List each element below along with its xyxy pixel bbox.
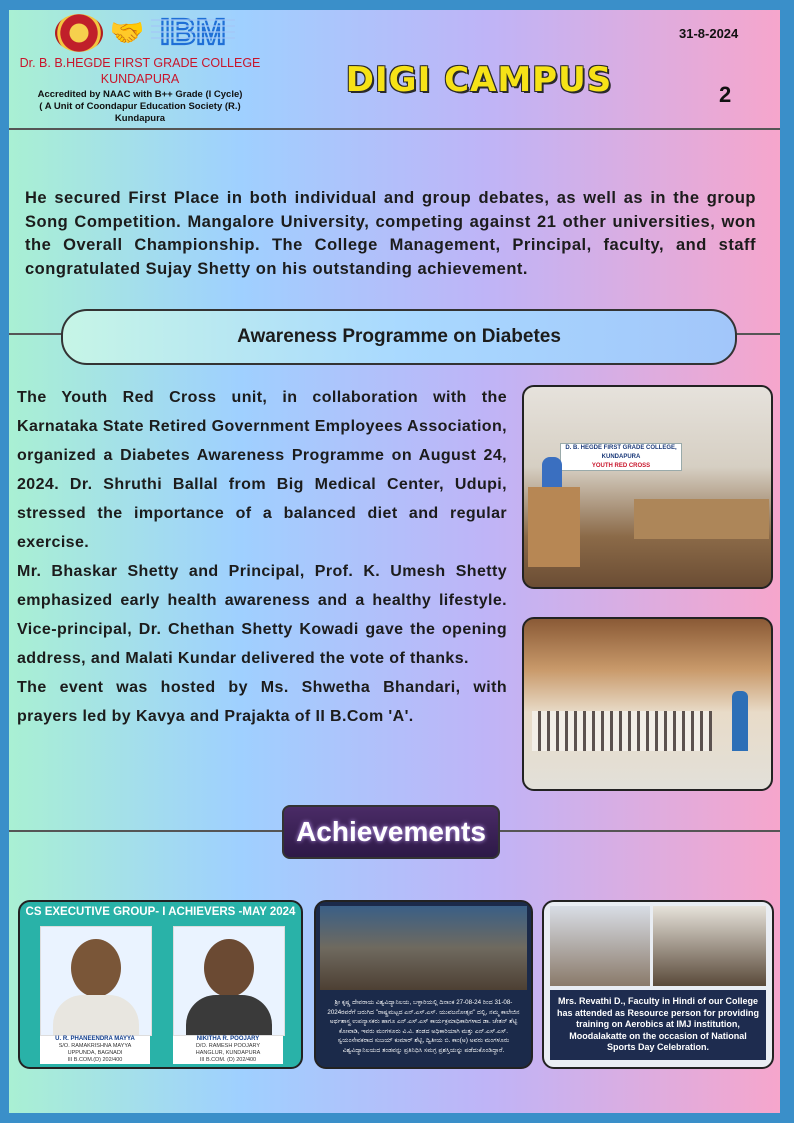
revathi-caption: Mrs. Revathi D., Faculty in Hindi of our College has attended as Resource person for providing training on Aerobics at IMJ institution, Moodalakatte on the occasion of National Sports Day Celebration.	[550, 990, 766, 1060]
diabetes-paragraph-1: The Youth Red Cross unit, in collaboration with the Karnataka State Retired Government Employees Association, organized a Diabetes Awareness Programme on August 24, 2024. Dr. Shruthi Ballal from Big Medical Center, Udupi, stressed the importance of a balanced diet and regular exercise.	[17, 389, 507, 551]
stage-banner-sub: YOUTH RED CROSS	[591, 463, 651, 469]
diabetes-paragraph-3: The event was hosted by Ms. Shwetha Bhandari, with prayers led by Kavya and Prajakta of II B.Com 'A'.	[17, 679, 507, 725]
unit-of-line: ( A Unit of Coondapur Education Society (R.)	[39, 101, 241, 112]
diabetes-section-heading: Awareness Programme on Diabetes	[61, 309, 737, 365]
achiever-photo-1	[40, 926, 152, 1036]
achiever-line3-1: III B.COM.(D) 202/400	[67, 1057, 123, 1063]
achiever-shirt-1	[53, 995, 139, 1035]
achiever-line1-1: S/O. RAMAKRISHNA MAYYA	[58, 1043, 132, 1049]
nss-achievement-text: ಶ್ರೀ ಕೃಷ್ಣ ದೇವರಾಯ ವಿಶ್ವವಿದ್ಯಾನಿಲಯ, ಬಳ್ಳಾರಿಯಲ್ಲಿ ದಿನಾಂಕ 27-08-24 ರಿಂದ 31-08-2024ರವರೆಗೆ ಜರುಗಿದ "ರಾಷ್ಟ್ರಮಟ್ಟದ ಎನ್.ಎಸ್.ಎಸ್. ಯುವಜನೋತ್ಸವ" ದಲ್ಲಿ, ನಮ್ಮ ಕಾಲೇಜಿನ ಅರ್ಥಶಾಸ್ತ್ರ ಉಪನ್ಯಾಸಕರು ಹಾಗೂ ಎನ್.ಎಸ್.ಎಸ್ ಕಾರ್ಯಕ್ರಮಾಧಿಕಾರಿಗಳಾದ ಡಾ. ಚೇತನ್ ಶೆಟ್ಟಿ ಕೋವಾಡಿ, ಇವರು ಮಂಗಳೂರು ವಿ.ವಿ. ತಂಡದ ಅಧಿಕಾರಿಯಾಗಿ ಮತ್ತು ಎನ್.ಎಸ್.ಎಸ್. ಸ್ವಯಂಸೇವಕರಾದ ಸುಜಯ್ ಕುಮಾರ್ ಶೆಟ್ಟಿ, ದ್ವಿತೀಯ ಬಿ. ಕಾಂ(ಅ) ಅವರು ಮಂಗಳೂರು ವಿಶ್ವವಿದ್ಯಾನಿಲಯದ ತಂಡವನ್ನು ಪ್ರತಿನಿಧಿಸಿ ಸಮಗ್ರ ಪ್ರಶಸ್ತಿಯನ್ನು ಪಡೆದುಕೊಂಡಿದ್ದಾರೆ.	[327, 999, 520, 1054]
accreditation-line: Accredited by NAAC with B++ Grade (I Cycle)	[37, 89, 243, 100]
svg-text:IBM: IBM	[160, 12, 226, 52]
diabetes-article	[17, 383, 507, 731]
dais-table	[634, 499, 769, 539]
achiever-face-1	[71, 939, 121, 997]
achiever-caption-1	[40, 1036, 150, 1064]
diabetes-event-stage-photo	[522, 385, 773, 589]
diabetes-paragraph-2: Mr. Bhaskar Shetty and Principal, Prof. K. Umesh Shetty emphasized early health awareness and a healthy lifestyle. Vice-principal, Dr. Chethan Shetty Kowadi gave the opening address, and Malati Kundar delivered the vote of thanks.	[17, 563, 507, 667]
college-seal-logo	[55, 14, 103, 52]
college-accreditation	[9, 89, 271, 125]
handshake-icon: 🤝	[109, 17, 145, 48]
achiever-dress-2	[186, 995, 272, 1035]
diabetes-event-audience-photo	[522, 617, 773, 791]
issue-date: 31-8-2024	[679, 26, 739, 41]
newsletter-page	[9, 10, 780, 1113]
cs-achievers-card	[18, 900, 303, 1069]
achiever-line3-2: III B.COM. (D) 202/400	[199, 1057, 257, 1063]
podium	[528, 487, 580, 567]
revathi-photo-2	[653, 906, 766, 986]
achiever-line2-2: HANGLUR, KUNDAPURA	[195, 1050, 261, 1056]
achiever-face-2	[204, 939, 254, 997]
nss-achievement-card	[314, 900, 533, 1069]
nss-group-photo	[320, 906, 527, 990]
achiever-caption-2	[173, 1036, 283, 1064]
revathi-photo-1	[550, 906, 650, 986]
college-place: KUNDAPURA	[100, 72, 180, 86]
intro-paragraph: He secured First Place in both individual and group debates, as well as in the group Song Competition. Mangalore University, competing against 21 other universities, won the Overall Championship. The College Management, Principal, faculty, and staff congratulated Sujay Shetty on his outstanding achievement.	[25, 189, 756, 278]
achievements-heading: Achievements	[282, 805, 500, 859]
cs-achievers-heading: CS EXECUTIVE GROUP- I ACHIEVERS -MAY 2024	[25, 906, 296, 918]
achievements-divider-right	[497, 830, 780, 832]
achiever-line2-1: UPPUNDA, BAGNADI	[67, 1050, 123, 1056]
stage-banner-text: D. B. HEGDE FIRST GRADE COLLEGE, KUNDAPURA	[565, 445, 677, 460]
college-name: Dr. B. B.HEGDE FIRST GRADE COLLEGE	[19, 56, 261, 70]
audience-rows	[532, 711, 712, 751]
ibm-logo	[147, 12, 239, 52]
header-divider	[9, 128, 780, 130]
achiever-name-2: NIKITHA R. POOJARY	[196, 1036, 260, 1042]
newsletter-title: DIGI CAMPUS	[345, 60, 613, 100]
achiever-name-1: U. R. PHANEENDRA MAYYA	[55, 1036, 135, 1042]
achiever-photo-2	[173, 926, 285, 1036]
achievements-divider-left	[9, 830, 282, 832]
page-number: 2	[719, 82, 732, 107]
stage-banner	[560, 443, 682, 471]
presenter-figure	[732, 691, 748, 751]
achiever-line1-2: D/O. RAMESH POOJARY	[195, 1043, 261, 1049]
revathi-card	[542, 900, 774, 1069]
unit-place-line: Kundapura	[114, 113, 166, 124]
